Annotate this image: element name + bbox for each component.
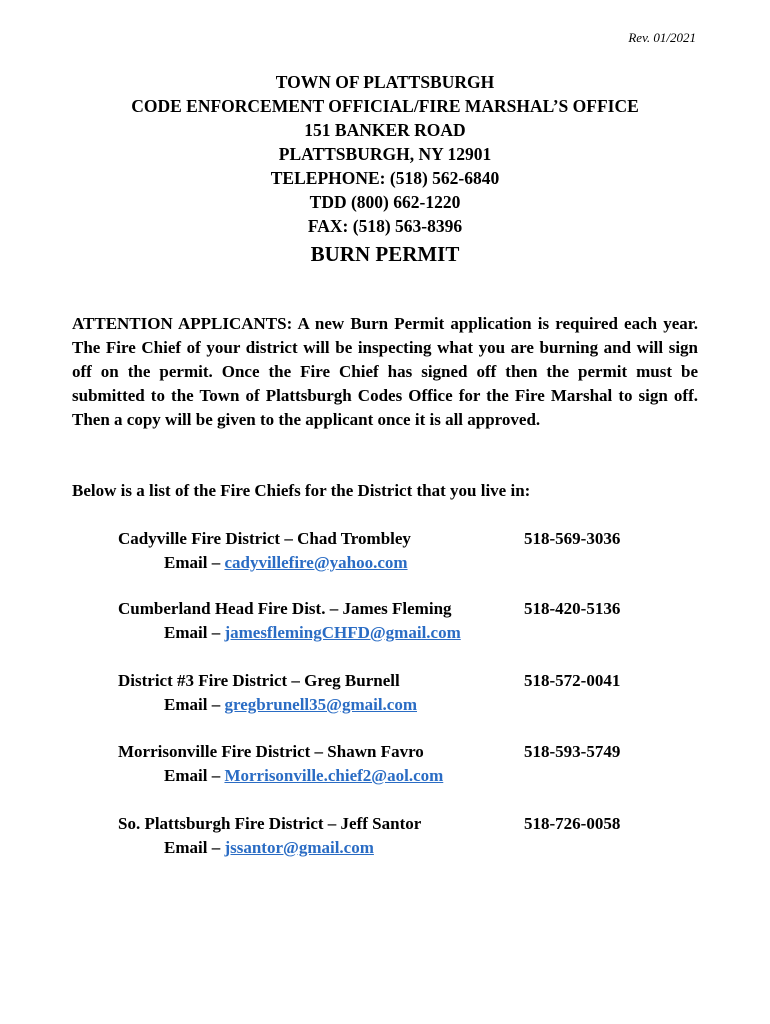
- district-entry-morrisonville: [118, 740, 678, 788]
- district-phone: 518-569-3036: [524, 529, 621, 548]
- city-state-zip: PLATTSBURGH, NY 12901: [278, 144, 492, 164]
- district-email-line: [118, 836, 678, 860]
- fax-number: FAX: (518) 563-8396: [307, 216, 463, 236]
- email-label: Email –: [164, 623, 225, 642]
- district-email-line: [118, 621, 678, 645]
- street-address: 151 BANKER ROAD: [304, 120, 466, 140]
- fire-chiefs-intro: Below is a list of the Fire Chiefs for the District that you live in:: [72, 481, 531, 500]
- email-label: Email –: [164, 553, 225, 572]
- tdd-number: TDD (800) 662-1220: [309, 192, 461, 212]
- district-entry-cadyville: [118, 527, 678, 575]
- district-email-link[interactable]: cadyvillefire@yahoo.com: [224, 553, 408, 572]
- district-phone: 518-593-5749: [524, 742, 621, 761]
- district-entry-so-plattsburgh: [118, 812, 678, 860]
- office-name: CODE ENFORCEMENT OFFICIAL/FIRE MARSHAL’S OFFICE: [131, 96, 639, 116]
- attention-paragraph: ATTENTION APPLICANTS: A new Burn Permit application is required each year. The Fire Chief of your district will be inspecting what you are burning and will sign off on the permit. Once the Fire Chief has signed off then the permit must be submitted to the Town of Plattsburgh Codes Office for the Fire Marshal to sign off. Then a copy will be given to the applicant once it is all approved.: [72, 314, 698, 429]
- district-phone: 518-572-0041: [524, 671, 621, 690]
- email-label: Email –: [164, 766, 225, 785]
- district-phone: 518-420-5136: [524, 599, 621, 618]
- town-name: TOWN OF PLATTSBURGH: [275, 72, 495, 92]
- telephone: TELEPHONE: (518) 562-6840: [270, 168, 500, 188]
- district-name: Cadyville Fire District – Chad Trombley: [118, 529, 411, 548]
- district-name: Morrisonville Fire District – Shawn Favro: [118, 742, 424, 761]
- page-title: BURN PERMIT: [310, 242, 460, 266]
- district-email-link[interactable]: jssantor@gmail.com: [224, 838, 374, 857]
- district-email-link[interactable]: Morrisonville.chief2@aol.com: [224, 766, 444, 785]
- email-label: Email –: [164, 838, 225, 857]
- district-entry-cumberland-head: [118, 597, 678, 645]
- district-email-line: [118, 764, 678, 788]
- district-name: Cumberland Head Fire Dist. – James Fleming: [118, 599, 452, 618]
- district-email-link[interactable]: jamesflemingCHFD@gmail.com: [224, 623, 461, 642]
- district-email-line: [118, 551, 678, 575]
- district-phone: 518-726-0058: [524, 814, 621, 833]
- district-email-line: [118, 693, 678, 717]
- district-email-link[interactable]: gregbrunell35@gmail.com: [224, 695, 418, 714]
- district-name: So. Plattsburgh Fire District – Jeff Santor: [118, 814, 422, 833]
- email-label: Email –: [164, 695, 225, 714]
- district-entry-district-3: [118, 669, 678, 717]
- office-header: [0, 70, 770, 269]
- revision-label: Rev. 01/2021: [628, 30, 696, 45]
- district-name: District #3 Fire District – Greg Burnell: [118, 671, 400, 690]
